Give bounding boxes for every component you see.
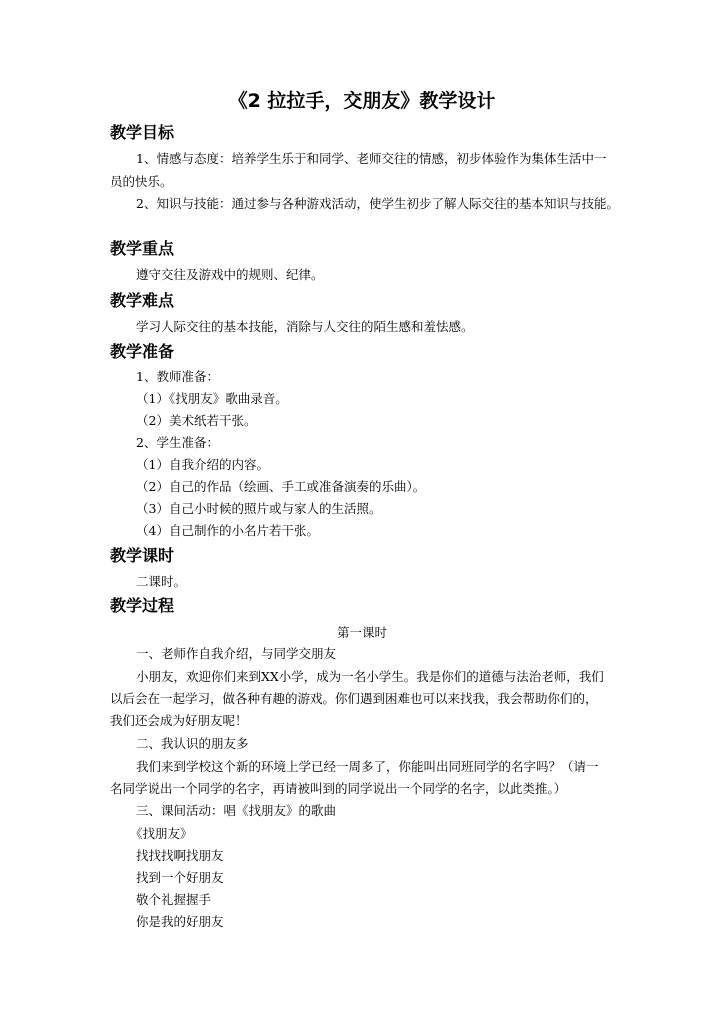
preparation-line-1: 1、教师准备： bbox=[136, 369, 219, 384]
preparation-line-7: （3）自己小时候的照片或与家人的生活照。 bbox=[136, 501, 382, 516]
process-line-8: 三、课间活动：唱《找朋友》的歌曲 bbox=[136, 803, 337, 818]
heading-difficulties: 教学难点 bbox=[110, 291, 175, 310]
heading-process: 教学过程 bbox=[110, 596, 175, 615]
process-line-9: 《找朋友》 bbox=[130, 826, 193, 841]
process-line-2: 小朋友，欢迎你们来到XX小学，成为一名小学生。我是你们的道德与法治老师，我们 bbox=[136, 669, 604, 684]
preparation-line-3: （2）美术纸若干张。 bbox=[136, 413, 257, 428]
preparation-line-2: （1）《找朋友》歌曲录音。 bbox=[136, 391, 288, 406]
process-line-11: 找到一个好朋友 bbox=[136, 870, 224, 885]
process-line-1: 一、老师作自我介绍，与同学交朋友 bbox=[136, 646, 337, 661]
document-title: 《2 拉拉手，交朋友》教学设计 bbox=[228, 90, 496, 112]
process-line-5: 二、我认识的朋友多 bbox=[136, 736, 249, 751]
preparation-line-8: （4）自己制作的小名片若干张。 bbox=[136, 523, 319, 538]
process-line-7: 名同学说出一个同学的名字，再请被叫到的同学说出一个同学的名字，以此类推。） bbox=[110, 781, 567, 796]
key-points-line-1: 遵守交往及游戏中的规则、纪律。 bbox=[136, 267, 324, 282]
process-line-10: 找找找啊找朋友 bbox=[136, 848, 224, 863]
heading-class-hours: 教学课时 bbox=[110, 546, 175, 565]
preparation-line-5: （1）自我介绍的内容。 bbox=[136, 457, 269, 472]
objectives-line-2: 员的快乐。 bbox=[110, 174, 173, 189]
process-line-3: 以后会在一起学习，做各种有趣的游戏。你们遇到困难也可以来找我，我会帮助你们的， bbox=[110, 691, 598, 706]
process-line-4: 我们还会成为好朋友呢！ bbox=[110, 713, 248, 728]
objectives-line-1: 1、情感与态度：培养学生乐于和同学、老师交往的情感，初步体验作为集体生活中一 bbox=[136, 151, 607, 166]
preparation-line-6: （2）自己的作品（绘画、手工或准备演奏的乐曲）。 bbox=[136, 479, 426, 494]
heading-preparation: 教学准备 bbox=[110, 342, 175, 361]
class-hours-line-1: 二课时。 bbox=[136, 574, 187, 589]
process-line-12: 敬个礼握握手 bbox=[136, 892, 212, 907]
heading-key-points: 教学重点 bbox=[110, 239, 175, 258]
objectives-line-3: 2、知识与技能：通过参与各种游戏活动，使学生初步了解人际交往的基本知识与技能。 bbox=[136, 196, 619, 211]
preparation-line-4: 2、学生准备： bbox=[136, 435, 219, 450]
difficulties-line-1: 学习人际交往的基本技能，消除与人交往的陌生感和羞怯感。 bbox=[136, 319, 474, 334]
lesson-title: 第一课时 bbox=[336, 625, 387, 640]
process-line-13: 你是我的好朋友 bbox=[136, 914, 224, 929]
process-line-6: 我们来到学校这个新的环境上学已经一周多了，你能叫出同班同学的名字吗？（请一 bbox=[136, 759, 599, 774]
heading-objectives: 教学目标 bbox=[110, 123, 175, 142]
